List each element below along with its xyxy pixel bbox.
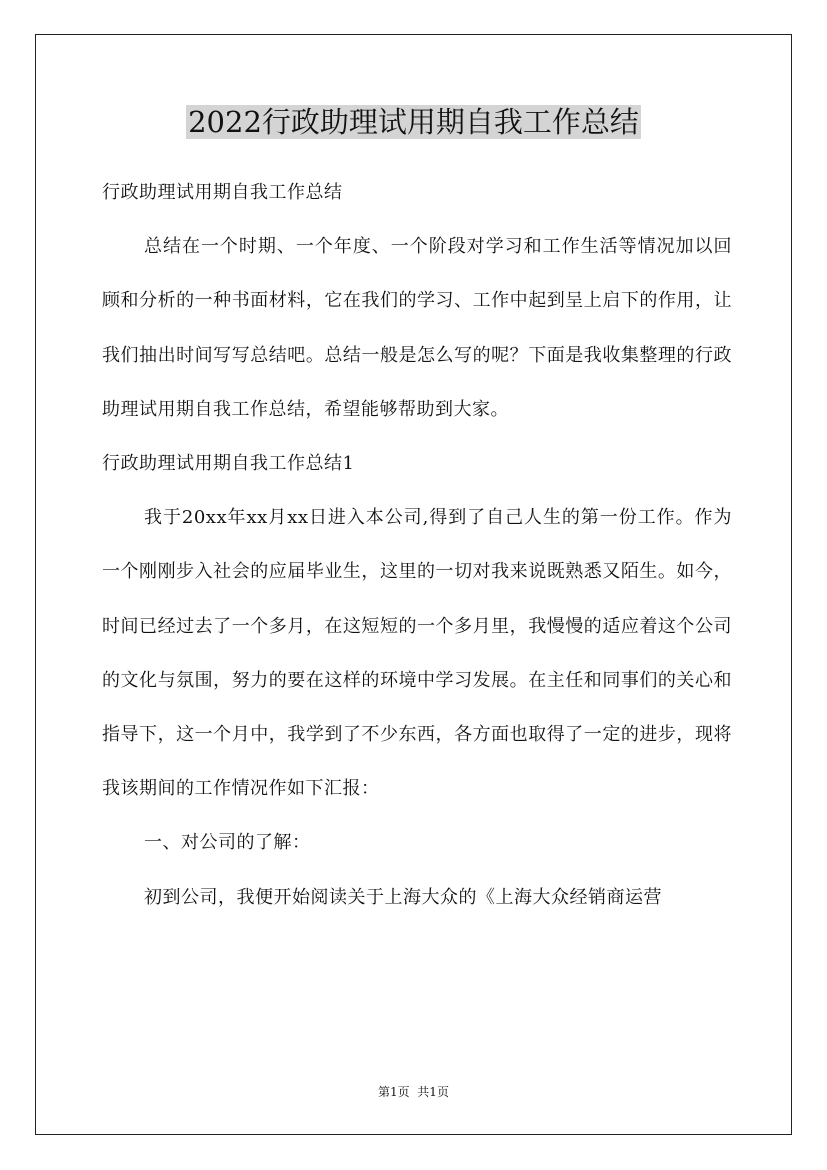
section-heading: 行政助理试用期自我工作总结 bbox=[102, 182, 343, 203]
document-body bbox=[102, 166, 732, 925]
document-title bbox=[0, 100, 827, 144]
subsection-heading: 一、对公司的了解： bbox=[144, 832, 311, 854]
section-heading: 行政助理试用期自我工作总结1 bbox=[102, 453, 355, 475]
intro-paragraph: 总结在一个时期、一个年度、一个阶段对学习和工作生活等情况加以回顾和分析的一种书面材料，它在我们的学习、工作中起到呈上启下的作用，让我们抽出时间写写总结吧。总结一般是怎么写的呢？下面是我收集整理的行政助理试用期自我工作总结，希望能够帮助到大家。 bbox=[102, 236, 732, 420]
body-paragraph: 我于20xx年xx月xx日进入本公司,得到了自己人生的第一份工作。作为一个刚刚步入社会的应届毕业生，这里的一切对我来说既熟悉又陌生。如今，时间已经过去了一个多月，在这短短的一个多月里，我慢慢的适应着这个公司的文化与氛围，努力的要在这样的环境中学习发展。在主任和同事们的关心和指导下，这一个月中，我学到了不少东西，各方面也取得了一定的进步，现将我该期间的工作情况作如下汇报： bbox=[102, 507, 732, 800]
body-paragraph: 初到公司，我便开始阅读关于上海大众的《上海大众经销商运营 bbox=[144, 886, 662, 908]
page-footer bbox=[0, 1083, 827, 1101]
document-title-text: 2022行政助理试用期自我工作总结 bbox=[188, 105, 639, 139]
page-number: 第1页 共1页 bbox=[378, 1085, 449, 1099]
